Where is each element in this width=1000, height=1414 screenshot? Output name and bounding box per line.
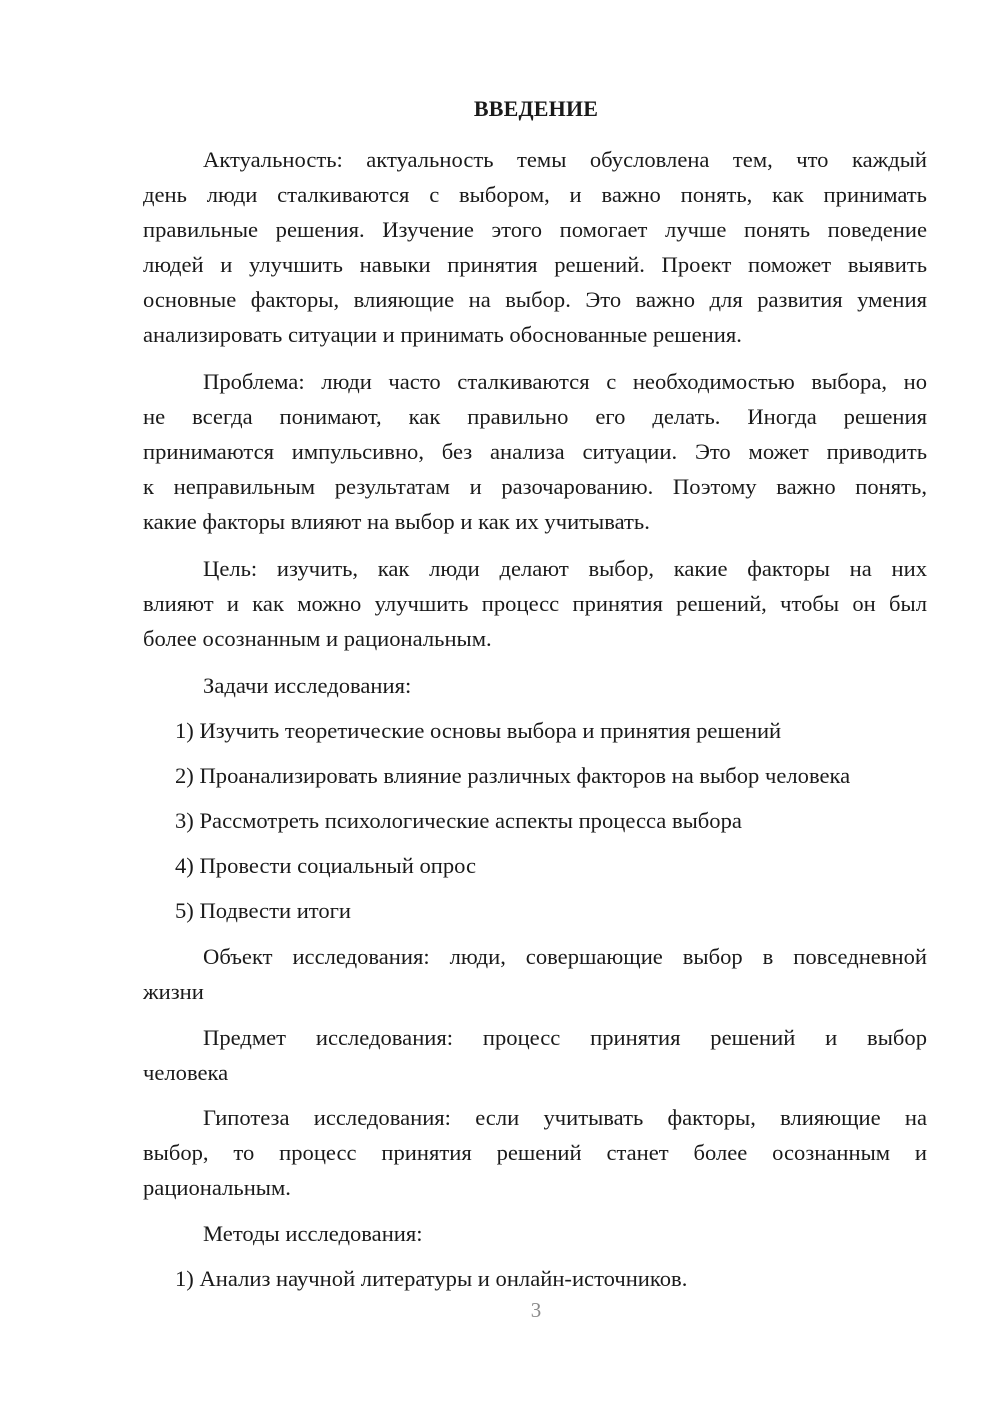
text-line: влияют и как можно улучшить процесс принятия решений, чтобы он был: [143, 591, 927, 616]
paragraph-goal: [143, 551, 927, 656]
text-line: не всегда понимают, как правильно его делать. Иногда решения: [143, 404, 927, 429]
text-line: Актуальность: актуальность темы обусловлена тем, что каждый: [203, 147, 927, 172]
text-line: выбор, то процесс принятия решений станет более осознанным и: [143, 1140, 927, 1165]
task-item: 1) Изучить теоретические основы выбора и принятия решений: [175, 718, 782, 743]
text-line: принимаются импульсивно, без анализа ситуации. Это может приводить: [143, 439, 927, 464]
text-line: людей и улучшить навыки принятия решений. Проект поможет выявить: [143, 252, 927, 277]
text-line: правильные решения. Изучение этого помогает лучше понять поведение: [143, 217, 927, 242]
page-number: 3: [530, 1298, 542, 1322]
text-line: к неправильным результатам и разочарованию. Поэтому важно понять,: [143, 474, 927, 499]
section-title: ВВЕДЕНИЕ: [473, 96, 599, 121]
paragraph-relevance: [143, 142, 927, 352]
methods-heading: Методы исследования:: [203, 1221, 423, 1246]
text-line: более осознанным и рациональным.: [143, 626, 492, 651]
text-line: жизни: [143, 979, 204, 1004]
paragraph-object: [143, 939, 927, 1009]
text-line: день люди сталкиваются с выбором, и важно понять, как принимать: [143, 182, 927, 207]
text-line: Проблема: люди часто сталкиваются с необходимостью выбора, но: [203, 369, 927, 394]
text-line: рациональным.: [143, 1175, 291, 1200]
paragraph-problem: [143, 364, 927, 539]
text-line: Объект исследования: люди, совершающие выбор в повседневной: [203, 944, 927, 969]
tasks-heading: Задачи исследования:: [203, 673, 412, 698]
text-line: Гипотеза исследования: если учитывать факторы, влияющие на: [203, 1105, 927, 1130]
task-item: 5) Подвести итоги: [175, 898, 352, 923]
paragraph-hypothesis: [143, 1100, 927, 1205]
method-item: 1) Анализ научной литературы и онлайн-источников.: [175, 1266, 688, 1291]
task-item: 4) Провести социальный опрос: [175, 853, 477, 878]
text-line: основные факторы, влияющие на выбор. Это важно для развития умения: [143, 287, 927, 312]
text-line: анализировать ситуации и принимать обоснованные решения.: [143, 322, 742, 347]
text-line: Предмет исследования: процесс принятия решений и выбор: [203, 1025, 927, 1050]
text-line: человека: [143, 1060, 229, 1085]
text-line: какие факторы влияют на выбор и как их учитывать.: [143, 509, 650, 534]
task-item: 3) Рассмотреть психологические аспекты процесса выбора: [175, 808, 742, 833]
paragraph-subject: [143, 1020, 927, 1090]
text-line: Цель: изучить, как люди делают выбор, какие факторы на них: [203, 556, 927, 581]
task-item: 2) Проанализировать влияние различных факторов на выбор человека: [175, 763, 851, 788]
